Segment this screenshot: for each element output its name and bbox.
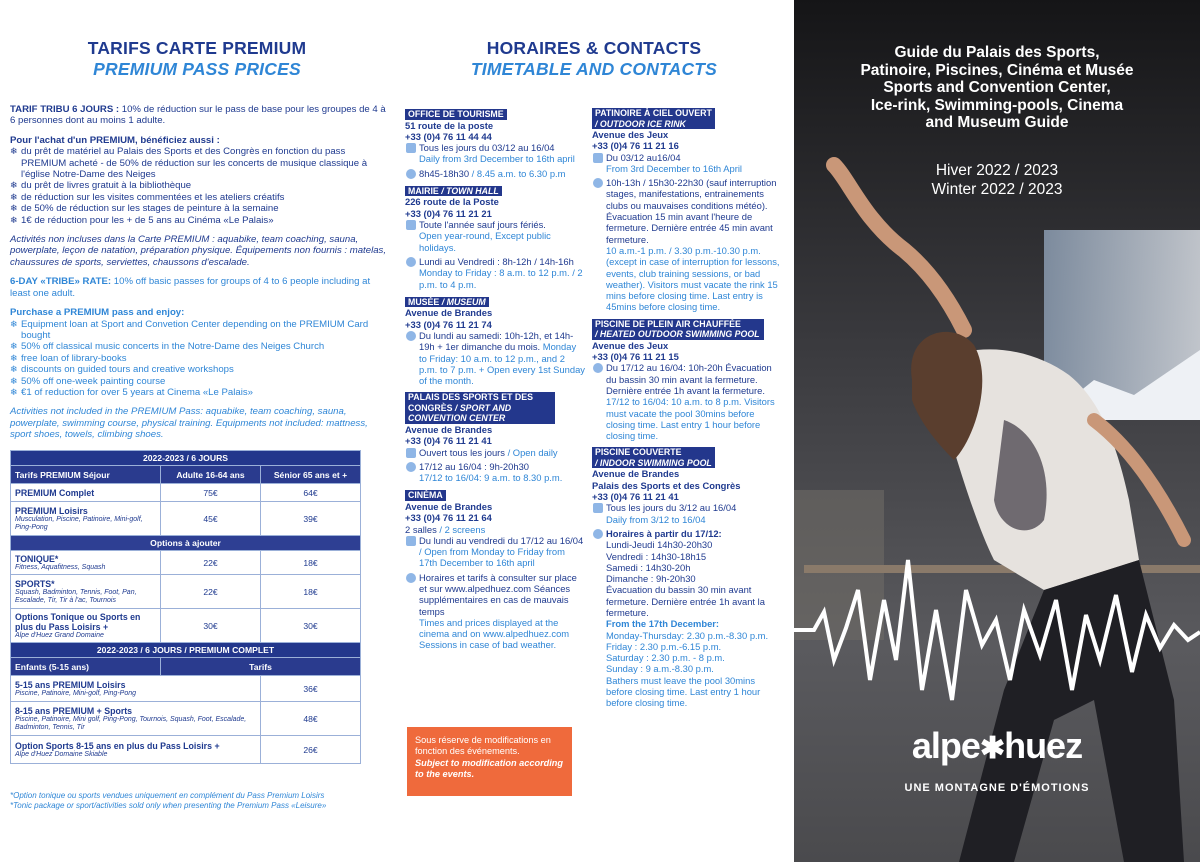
mairie-label: MAIRIE / TOWN HALL: [405, 186, 502, 197]
timetable-right-column: [592, 108, 782, 715]
non-included-fr: Activités non incluses dans la Carte PREMIUM : aquabike, team coaching, sauna, powerplate, leçon de natation, préparation physique. Équipements non fournis : matelas, chaussures de sports, serviettes, chaussons d'escalade.: [10, 234, 386, 268]
snowflake-icon: ✱: [979, 732, 1005, 765]
cover-panel: [794, 0, 1200, 862]
timetable-title: HORAIRES & CONTACTS: [486, 38, 702, 58]
snowflake-icon: ❄: [10, 386, 18, 397]
timetable-left-column: [405, 108, 585, 657]
calendar-icon: [406, 536, 416, 546]
snowflake-icon: ❄: [10, 191, 18, 202]
table-row: PREMIUM Loisirs Musculation, Piscine, Patinoire, Mini-golf, Ping-Pong 45€ 39€: [11, 502, 361, 536]
table-row: SPORTS* Squash, Badminton, Tennis, Foot, Pan, Escalade, Tir, Tir à l'ac, Tournois 22€ 18€: [11, 575, 361, 609]
calendar-icon: [593, 153, 603, 163]
col-header-senior: Sénior 65 ans et +: [261, 466, 361, 484]
premium-subtitle: PREMIUM PASS PRICES: [93, 59, 301, 79]
col-header-tarifs: Tarifs: [161, 658, 361, 676]
options-header: Options à ajouter: [11, 536, 361, 551]
table-row: 8-15 ans PREMIUM + Sports Piscine, Patinoire, Mini golf, Ping-Pong, Tournois, Squash, Foot, Escalade, Badminton, Tennis, Tir 48€: [11, 702, 361, 736]
office-section: OFFICE DE TOURISME 51 route de la poste +33 (0)4 76 11 44 44 Tous les jours du 03/12 au 16/04 Daily from 3rd December to 16th april 8h45-18h30 / 8.45 a.m. to 6.30 p.m: [405, 109, 575, 179]
snowflake-icon: ❄: [10, 375, 18, 386]
cinema-section: CINÉMA Avenue de Brandes +33 (0)4 76 11 21 64 2 salles / 2 screens Du lundi au vendredi du 17/12 au 16/04 / Open from Monday to Friday from 17th December to 16th april Horaires et tarifs à consulter sur place et sur www.alpedhuez.com Séances supplémentaires en cas de mauvais temps Times and prices displayed at the cinema and on www.alpedhuez.com Sessions in case of bad weather.: [405, 490, 584, 651]
tagline: UNE MONTAGNE D'ÉMOTIONS: [904, 782, 1090, 794]
tribe-label: 6-DAY «TRIBE» RATE:: [10, 276, 112, 288]
purchase-title: Purchase a PREMIUM pass and enjoy:: [10, 307, 185, 319]
list-item: ❄ du prêt de matériel au Palais des Sports et des Congrès en fonction du pass PREMIUM acheté - de 50% de réduction sur les concerts de musique classique à l'église Notre-Dame des Neiges: [10, 146, 368, 181]
season: Hiver 2022 / 2023 Winter 2022 / 2023: [931, 162, 1063, 198]
col-header-adulte: Adulte 16-64 ans: [161, 466, 261, 484]
calendar-icon: [593, 503, 603, 513]
snowflake-icon: ❄: [10, 341, 18, 352]
palais-label: PALAIS DES SPORTS ET DES CONGRÈS / SPORT AND CONVENTION CENTER: [405, 392, 555, 424]
patinoire-section: PATINOIRE À CIEL OUVERT / OUTDOOR ICE RINK Avenue des Jeux +33 (0)4 76 11 21 16 Du 03/12 au16/04 From 3rd December to 16th April 10h-13h / 15h30-22h30 (sauf interruption stages, manifestations, entrainements clubs ou mauvaises conditions météo). Évacuation 15 min avant l'heure de fermeture. Dernière entrée 45 min avant fermeture. 10 a.m.-1 p.m. / 3.30 p.m.-10.30 p.m. (except in case of interruption for lessons, events, club training sessions, or bad weather). Visitors must vacate the rink 15 mins before closing time. Last entry is 45mins before closing time.: [592, 108, 780, 313]
patinoire-label: PATINOIRE À CIEL OUVERT / OUTDOOR ICE RINK: [592, 108, 715, 129]
calendar-icon: [406, 143, 416, 153]
table-header-6-jours: 2022-2023 / 6 JOURS: [11, 451, 361, 466]
list-item: ❄ de 50% de réduction sur les stages de peinture à la semaine: [10, 203, 279, 215]
snowflake-icon: ❄: [10, 203, 18, 214]
table-row: TONIQUE* Fitness, Aquafitness, Squash 22€ 18€: [11, 551, 361, 575]
achat-list: [10, 146, 388, 226]
premium-title: TARIFS CARTE PREMIUM: [87, 38, 307, 58]
tribe-text: 10% off basic passes for groups of 4 to 6 people including at least one adult.: [10, 276, 371, 299]
premium-text: [10, 104, 388, 449]
snowflake-icon: ❄: [10, 364, 18, 375]
timetable-subtitle: TIMETABLE AND CONTACTS: [470, 59, 718, 79]
plein-air-section: PISCINE DE PLEIN AIR CHAUFFÉE / HEATED OUTDOOR SWIMMING POOL Avenue des Jeux +33 (0)4 76 11 21 15 Du 17/12 au 16/04: 10h-20h Évacuation du bassin 30 min avant la fermeture. Dernière entrée 1h avant la fermeture. 17/12 to 16/04: 10 a.m. to 8 p.m. Visitors must vacate the pool 30mins before closing time. Last entry 1 hour before closing time.: [592, 318, 775, 442]
guide-title: Guide du Palais des Sports, Patinoire, Piscines, Cinéma et Musée Sports and Convention Center, Ice-rink, Swimming-pools, Cinema and Museum Guide: [860, 44, 1134, 131]
couverte-section: PISCINE COUVERTE / INDOOR SWIMMING POOL Avenue de Brandes Palais des Sports et des Congrès +33 (0)4 76 11 21 41 Tous les jours du 3/12 au 16/04 Daily from 3/12 to 16/04 Horaires à partir du 17/12: Lundi-Jeudi 14h30-20h30 Vendredi : 14h30-18h15 Samedi : 14h30-20h Dimanche : 9h-20h30 Évacuation du bassin 30 min avant fermeture. Dernière entrée 1h avant la fermeture. From the 17th December: Monday-Thursday: 2.30 p.m.-8.30 p.m. Friday : 2.30 p.m.-6.15 p.m. Saturday : 2.30 p.m. - 8 p.m. Sunday : 9 a.m.-8.30 p.m. Bathers must leave the pool 30mins before closing time. Last entry 1 hour before closing time.: [592, 447, 769, 709]
list-item: ❄ €1 of reduction for over 5 years at Cinema «Le Palais»: [10, 386, 253, 398]
achat-title: Pour l'achat d'un PREMIUM, bénéficiez aussi :: [10, 134, 220, 146]
col-header-enfants: Enfants (5-15 ans): [11, 658, 161, 676]
non-included-en: Activities not included in the PREMIUM Pass: aquabike, team coaching, sauna, powerplate, swimming course, physical training. Equipments not included: mattness, sport shoes, towels, climbing shoes.: [10, 406, 368, 441]
musee-label: MUSÉE / MUSEUM: [405, 297, 489, 308]
list-item: ❄ Equipment loan at Sport and Convetion Center depending on the PREMIUM Card bought: [10, 318, 369, 341]
list-item: ❄ 1€ de réduction pour les + de 5 ans au Cinéma «Le Palais»: [10, 214, 274, 226]
clock-icon: [406, 257, 416, 267]
musee-section: MUSÉE / MUSEUM Avenue de Brandes +33 (0)4 76 11 21 74 Du lundi au samedi: 10h-12h, et 14h-19h + 1er dimanche du mois. Monday to Friday: 10 a.m. to 12 p.m., and 2 p.m. to 7 p.m. + Open every 1st Sunday of the month.: [405, 296, 585, 387]
list-item: ❄ du prêt de livres gratuit à la bibliothèque: [10, 180, 192, 192]
purchase-list: [10, 319, 388, 399]
table-header-premium-complet: 2022-2023 / 6 JOURS / PREMIUM COMPLET: [11, 643, 361, 658]
snowflake-icon: ❄: [10, 180, 18, 191]
couverte-label: PISCINE COUVERTE / INDOOR SWIMMING POOL: [592, 447, 715, 468]
tribu-text: 10% de réduction sur le pass de base pour les groupes de 4 à 6 personnes dont au moins 1 adulte.: [10, 104, 386, 127]
alpe-huez-logo: alpe✱huez: [911, 725, 1083, 766]
col-header-tarif: Tarifs PREMIUM Séjour: [11, 466, 161, 484]
list-item: ❄ discounts on guided tours and creative workshops: [10, 364, 234, 376]
clock-icon: [593, 178, 603, 188]
table-footnotes: *Option tonique ou sports vendues uniquement en complément du Pass Premium Loisirs *Tonic package or sport/activities sold only when presenting the Premium Pass «Leisure»: [10, 791, 327, 810]
list-item: ❄ 50% off classical music concerts in the Notre-Dame des Neiges Church: [10, 341, 325, 353]
table-row: 5-15 ans PREMIUM Loisirs Piscine, Patinoire, Mini-golf, Ping-Pong 36€: [11, 676, 361, 702]
tribu-label: TARIF TRIBU 6 JOURS :: [10, 104, 120, 115]
snowflake-icon: ❄: [10, 352, 18, 363]
modification-note: Sous réserve de modifications en fonction des événements. Subject to modification according to the events.: [407, 727, 572, 796]
clock-icon: [593, 529, 603, 539]
plein-air-label: PISCINE DE PLEIN AIR CHAUFFÉE / HEATED OUTDOOR SWIMMING POOL: [592, 319, 764, 340]
palais-section: PALAIS DES SPORTS ET DES CONGRÈS / SPORT AND CONVENTION CENTER Avenue de Brandes +33 (0)4 76 11 21 41 Ouvert tous les jours / Open daily 17/12 au 16/04 : 9h-20h30 17/12 to 16/04: 9 a.m. to 8.30 p.m.: [405, 392, 563, 484]
mairie-section: MAIRIE / TOWN HALL 226 route de la Poste +33 (0)4 76 11 21 21 Toute l'année sauf jours fériés. Open year-round, Except public holidays. Lundi au Vendredi : 8h-12h / 14h-16h Monday to Friday : 8 a.m. to 12 p.m. / 2 p.m. to 4 p.m.: [405, 185, 583, 290]
list-item: ❄ free loan of library-books: [10, 352, 127, 364]
calendar-icon: [406, 448, 416, 458]
table-row: Options Tonique ou Sports en plus du Pass Loisirs + Alpe d'Huez Grand Domaine 30€ 30€: [11, 609, 361, 643]
snowflake-icon: ❄: [10, 318, 18, 329]
clock-icon: [593, 363, 603, 373]
office-label: OFFICE DE TOURISME: [405, 109, 507, 120]
calendar-icon: [406, 220, 416, 230]
clock-icon: [406, 331, 416, 341]
premium-prices-panel: [0, 0, 394, 862]
clock-icon: [406, 169, 416, 179]
snowflake-icon: ❄: [10, 214, 18, 225]
table-row: PREMIUM Complet 75€ 64€: [11, 484, 361, 502]
clock-icon: [406, 462, 416, 472]
list-item: ❄ 50% off one-week painting course: [10, 375, 166, 387]
clock-icon: [406, 573, 416, 583]
table-row: Option Sports 8-15 ans en plus du Pass Loisirs + Alpe d'Huez Domaine Skiable 26€: [11, 736, 361, 764]
cinema-label: CINÉMA: [405, 490, 446, 501]
snowflake-icon: ❄: [10, 146, 18, 157]
list-item: ❄ de réduction sur les visites commentées et les ateliers créatifs: [10, 191, 285, 203]
price-table: [10, 450, 361, 764]
